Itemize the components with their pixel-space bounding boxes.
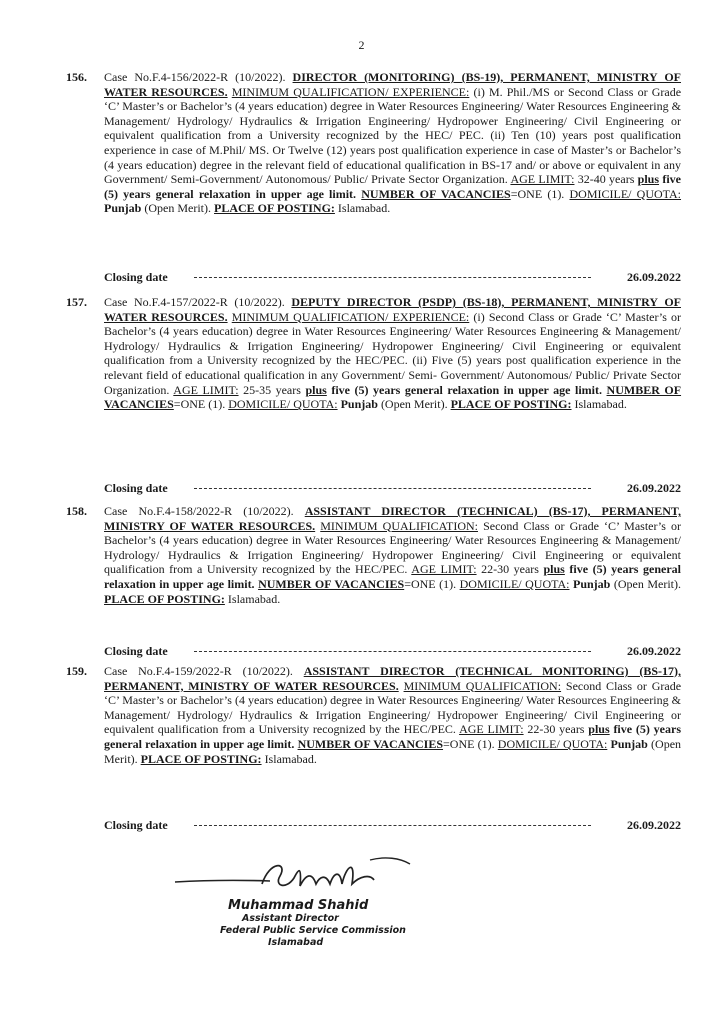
place-of-posting-label: PLACE OF POSTING:: [140, 751, 262, 766]
age-limit-label: AGE LIMIT:: [510, 172, 575, 187]
vacancies-label: NUMBER OF VACANCIES: [104, 382, 682, 412]
age-limit-label: AGE LIMIT:: [459, 722, 524, 737]
signature-block: [220, 898, 428, 949]
age-relaxation: five (5) years general relaxation in upper age limit.: [104, 722, 681, 751]
place-of-posting-value: Islamabad.: [337, 201, 391, 216]
domicile-value: Punjab: [340, 397, 378, 412]
case-reference: Case No.F.4-159/2022-R (10/2022).: [104, 664, 293, 678]
domicile-value: Punjab: [104, 201, 142, 216]
domicile-value: Punjab: [572, 576, 611, 591]
vacancies-value: =ONE (1).: [510, 186, 565, 201]
vacancies-label: NUMBER OF VACANCIES: [361, 186, 511, 201]
qualification-label: MINIMUM QUALIFICATION:: [403, 678, 562, 693]
case-number: 156.: [66, 70, 87, 84]
closing-date-value: 26.09.2022: [627, 644, 681, 658]
qualification-text: Second Class or Grade ‘C’ Master’s or Bachelor’s (4 years education) degree in Water Resources Engineering/ Water Resources Engineering & Management/ Hydrology/ Hydraulics & Irrigation Engineering/ Hydropower Engineering/ Civil Engineering or equivalent qualification from a University recognized by the HEC/PEC.: [104, 678, 682, 737]
closing-date-value: 26.09.2022: [627, 481, 681, 495]
age-limit-label: AGE LIMIT:: [411, 562, 477, 577]
closing-date-value: 26.09.2022: [627, 270, 681, 284]
closing-date-row: [104, 644, 681, 659]
age-limit-value: 22-30 years: [481, 562, 539, 577]
post-title: ASSISTANT DIRECTOR (TECHNICAL) (BS-17), PERMANENT, MINISTRY OF WATER RESOURCES.: [104, 504, 682, 533]
case-number: 157.: [66, 295, 87, 309]
place-of-posting-label: PLACE OF POSTING:: [104, 591, 225, 606]
post-title: DIRECTOR (MONITORING) (BS-19), PERMANENT, MINISTRY OF WATER RESOURCES.: [104, 70, 681, 99]
dashed-leader: [194, 825, 591, 826]
qualification-text: (i) M. Phil./MS or Second Class or Grade ‘C’ Master’s or Bachelor’s (4 years education) degree in Water Resources Engineering/ Water Resources Engineering & Management/ Hydrology/ Hydraulics & Irrigation Engineering/ Hydropower Engineering/ Civil Engineering or equivalent qualification from a University recognized by the HEC/ PEC. (ii) Ten (10) years post qualification experience in case of M.Phil/ MS. Or Twelve (12) years post qualification experience in case of Master’s or Bachelor’s (4 years education) degree in the relevant field of educational qualification in BS-17 and/ or above or equivalent in any Government/ Semi-Government/ Autonomous/ Public/ Private Sector Organization.: [104, 84, 682, 187]
qualification-label: MINIMUM QUALIFICATION:: [320, 518, 478, 533]
case-reference: Case No.F.4-157/2022-R (10/2022).: [104, 295, 285, 309]
dashed-leader: [194, 488, 591, 489]
vacancies-value: =ONE (1).: [443, 736, 495, 751]
age-relaxation: five (5) years general relaxation in upper age limit.: [331, 382, 602, 397]
closing-date-label: Closing date: [104, 818, 168, 832]
case-reference: Case No.F.4-156/2022-R (10/2022).: [104, 70, 286, 84]
domicile-label: DOMICILE/ QUOTA:: [569, 186, 682, 201]
age-limit-value: 25-35 years: [243, 382, 301, 397]
merit-type: (Open Merit).: [380, 397, 448, 412]
case-body: [104, 664, 681, 766]
qualification-text: Second Class or Grade ‘C’ Master’s or Bachelor’s (4 years education) degree in Water Resources Engineering/ Water Resources Engineering & Management/ Hydrology/ Hydraulics & Irrigation Engineering/ Hydropower Engineering/ Civil Engineering or equivalent qualification from a University recognized by the HEC/PEC.: [104, 518, 682, 577]
signatory-designation: Assistant Director: [242, 913, 339, 924]
post-title: DEPUTY DIRECTOR (PSDP) (BS-18), PERMANENT, MINISTRY OF WATER RESOURCES.: [104, 295, 681, 324]
closing-date-row: [104, 481, 681, 496]
signatory-city: Islamabad: [268, 937, 324, 948]
plus-word: plus: [543, 562, 565, 577]
closing-date-label: Closing date: [104, 270, 168, 284]
case-body: [104, 504, 681, 606]
vacancies-label: NUMBER OF VACANCIES: [297, 736, 444, 751]
case-reference: Case No.F.4-158/2022-R (10/2022).: [104, 504, 294, 518]
signatory-name: Muhammad Shahid: [228, 898, 369, 913]
case-number: 159.: [66, 664, 87, 678]
dashed-leader: [194, 651, 591, 652]
place-of-posting-label: PLACE OF POSTING:: [450, 397, 572, 412]
case-body: [104, 70, 681, 216]
dashed-leader: [194, 277, 591, 278]
vacancies-value: =ONE (1).: [404, 576, 457, 591]
merit-type: (Open Merit).: [104, 736, 682, 766]
closing-date-label: Closing date: [104, 481, 168, 495]
place-of-posting-label: PLACE OF POSTING:: [214, 201, 335, 216]
case-body: [104, 295, 681, 412]
vacancies-value: =ONE (1).: [173, 397, 226, 412]
domicile-value: Punjab: [610, 736, 648, 751]
signatory-organization: Federal Public Service Commission: [220, 925, 406, 936]
plus-word: plus: [588, 722, 610, 737]
merit-type: (Open Merit).: [613, 576, 681, 591]
closing-date-label: Closing date: [104, 644, 168, 658]
case-number: 158.: [66, 504, 87, 518]
age-relaxation: five (5) years general relaxation in upper age limit.: [104, 562, 681, 591]
plus-word: plus: [305, 382, 327, 397]
closing-date-row: [104, 270, 681, 285]
place-of-posting-value: Islamabad.: [227, 591, 281, 606]
age-limit-value: 22-30 years: [527, 722, 585, 737]
domicile-label: DOMICILE/ QUOTA:: [228, 397, 338, 412]
domicile-label: DOMICILE/ QUOTA:: [459, 576, 570, 591]
age-relaxation: five (5) years general relaxation in upper age limit.: [104, 172, 681, 201]
page-number: 2: [358, 38, 365, 52]
age-limit-value: 32-40 years: [577, 172, 635, 187]
place-of-posting-value: Islamabad.: [264, 751, 317, 766]
merit-type: (Open Merit).: [144, 201, 212, 216]
domicile-label: DOMICILE/ QUOTA:: [497, 736, 608, 751]
closing-date-value: 26.09.2022: [627, 818, 681, 832]
vacancies-label: NUMBER OF VACANCIES: [258, 576, 405, 591]
post-title: ASSISTANT DIRECTOR (TECHNICAL MONITORING) (BS-17), PERMANENT, MINISTRY OF WATER RESOURCES.: [104, 664, 681, 693]
qualification-label: MINIMUM QUALIFICATION/ EXPERIENCE:: [231, 309, 470, 324]
qualification-label: MINIMUM QUALIFICATION/ EXPERIENCE:: [231, 84, 470, 99]
place-of-posting-value: Islamabad.: [574, 397, 627, 412]
plus-word: plus: [637, 172, 660, 187]
closing-date-row: [104, 818, 681, 833]
qualification-text: (i) Second Class or Grade ‘C’ Master’s or Bachelor’s (4 years education) degree in Water Resources Engineering/ Water Resources Engineering & Management/ Hydrology/ Hydraulics & Irrigation Engineering/ Hydropower Engineering/ Civil Engineering or equivalent qualification from a University recognized by the HEC/PEC. (ii) Five (5) years post qualification experience in the relevant field of educational qualification in any Government/ Semi- Government/ Autonomous/ Public/ Private Sector Organization.: [104, 309, 682, 397]
age-limit-label: AGE LIMIT:: [173, 382, 239, 397]
